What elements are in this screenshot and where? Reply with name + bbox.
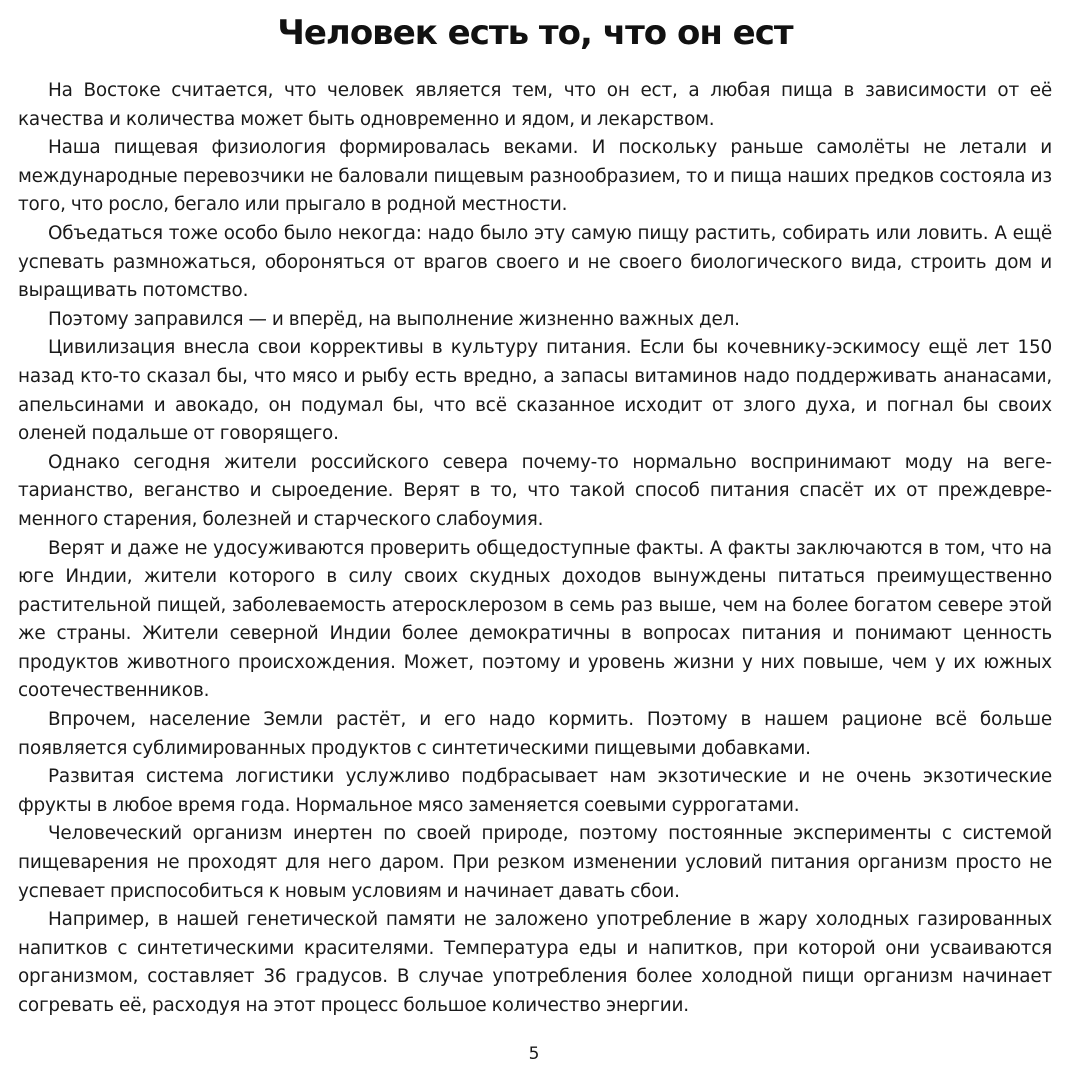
paragraph: Наша пищевая физиология формировалась веками. И поскольку раньше самолёты не летали и международные перевозчики не баловали пищевым разнообразием, то и пища наших предков состояла из того, что росло, бегало или прыгало в родной местности. [18, 137, 1052, 216]
paragraph: На Востоке считается, что человек является тем, что он ест, а любая пища в зависимости от её качества и количества может быть одновременно и ядом, и лекарством. [18, 80, 1052, 130]
paragraph: Однако сегодня жители российского севера почему-то нормально воспринимают моду на вегетарианство, веганство и сыроедение. Верят в то, что такой способ питания спасёт их от преждевременного старения, болезней и старческого слабоумия. [18, 451, 1052, 530]
paragraph: Объедаться тоже особо было некогда: надо было эту самую пищу растить, собирать или ловить. А ещё успевать размножаться, обороняться от врагов своего и не своего биологического вида, строить дом и выращивать потомство. [18, 222, 1052, 302]
page-number: 5 [528, 1044, 540, 1064]
paragraph: Цивилизация внесла свои коррективы в культуру питания. Если бы кочевнику-эскимосу ещё лет 150 назад кто-то сказал бы, что мясо и рыбу есть вредно, а запасы витаминов надо поддерживать ананасами, апельсинами и авокадо, он подумал бы, что всё сказанное исходит от злого духа, и погнал бы своих оленей подальше от говорящего. [18, 337, 1052, 445]
paragraph: Развитая система логистики услужливо подбрасывает нам экзотические и не очень экзотические фрукты в любое время года. Нормальное мясо заменяется соевыми суррогатами. [18, 766, 1052, 816]
paragraph: Впрочем, население Земли растёт, и его надо кормить. Поэтому в нашем рационе всё больше появляется сублимированных продуктов с синтетическими пищевыми добавками. [18, 709, 1052, 759]
paragraph: Например, в нашей генетической памяти не заложено употребление в жару холодных газированных напитков с синтетическими красителями. Температура еды и напитков, при которой они усваиваются организмом, составляет 36 градусов. В случае употребления более холодной пищи организм начинает согревать её, расходуя на этот процесс большое количество энергии. [18, 909, 1052, 1016]
paragraph: Поэтому заправился — и вперёд, на выполнение жизненно важных дел. [48, 308, 740, 330]
paragraph: Человеческий организм инертен по своей природе, поэтому постоянные эксперименты с системой пищеварения не проходят для него даром. При резком изменении условий питания организм просто не успевает приспособиться к новым условиям и начинает давать сбои. [18, 823, 1052, 902]
body-text [18, 77, 1052, 1021]
page-title: Человек есть то, что он ест [277, 13, 793, 53]
paragraph: Верят и даже не удосуживаются проверить общедоступные факты. А факты заключаются в том, что на юге Индии, жители которого в силу своих скудных доходов вынуждены питаться преимущественно растительной пищей, заболеваемость атеросклерозом в семь раз выше, чем на более богатом севере этой же страны. Жители северной Индии более демократичны в вопросах питания и понимают ценность продуктов животного происхождения. Может, поэтому и уровень жизни у них повыше, чем у их южных соотечественников. [18, 537, 1052, 702]
